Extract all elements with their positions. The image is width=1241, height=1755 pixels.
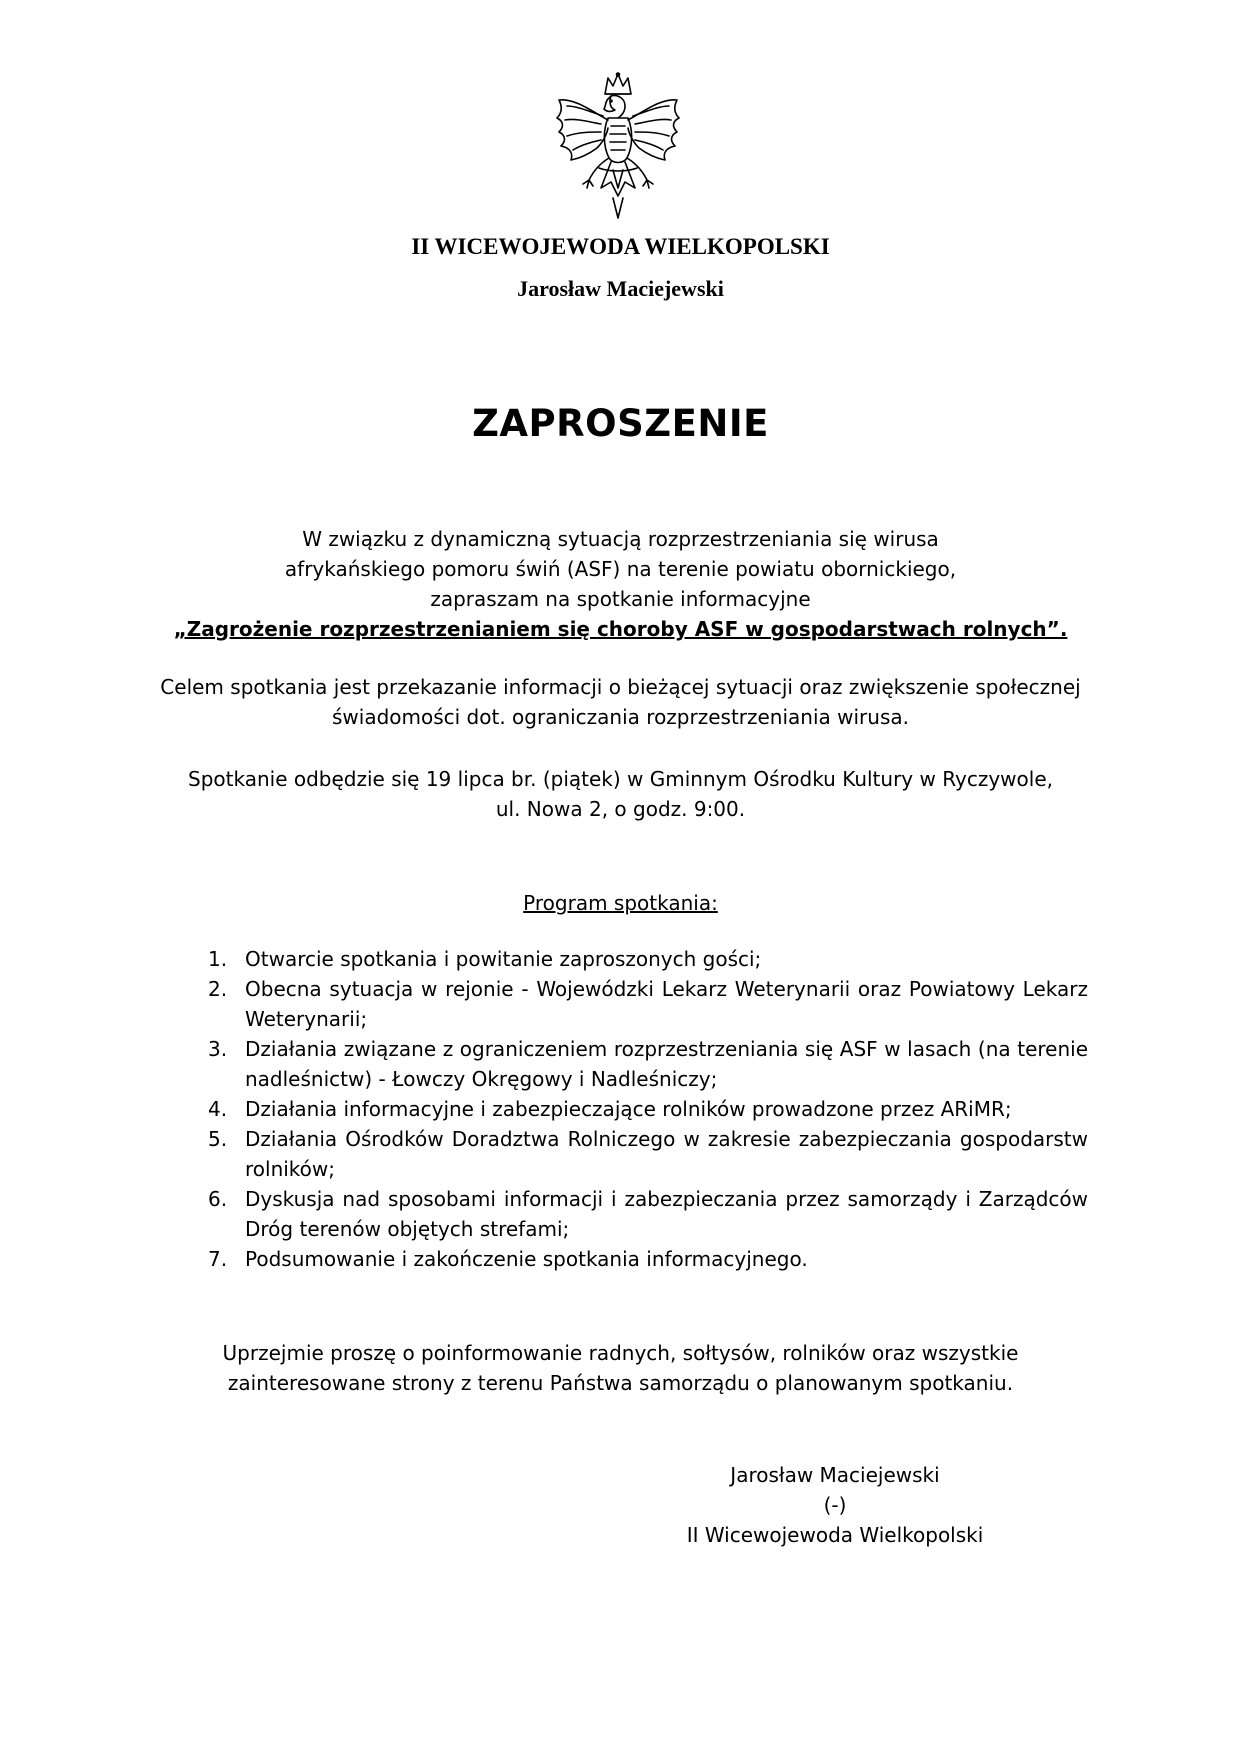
list-item-number: 3.	[208, 1037, 228, 1061]
signature-mark: (-)	[823, 1493, 847, 1517]
list-item	[208, 1094, 1088, 1124]
intro-paragraph	[120, 524, 1121, 644]
list-item-text: Podsumowanie i zakończenie spotkania informacyjnego.	[245, 1247, 808, 1271]
purpose-paragraph	[120, 672, 1121, 732]
signature-name: Jarosław Maciejewski	[730, 1463, 940, 1487]
list-item-number: 2.	[208, 977, 228, 1001]
list-item-text: Dyskusja nad sposobami informacji i zabezpieczania przez samorządy i Zarządców Dróg terenów objętych strefami;	[245, 1187, 1088, 1241]
list-item	[208, 1184, 1088, 1244]
closing-line: Uprzejmie proszę o poinformowanie radnych, sołtysów, rolników oraz wszystkie	[222, 1341, 1019, 1365]
program-list	[208, 944, 1088, 1274]
closing-line: zainteresowane strony z terenu Państwa samorządu o planowanym spotkaniu.	[227, 1371, 1014, 1395]
polish-eagle-emblem-icon	[553, 72, 683, 222]
official-name-heading: Jarosław Maciejewski	[517, 276, 724, 301]
purpose-line: Celem spotkania jest przekazanie informacji o bieżącej sytuacji oraz zwiększenie społecznej	[160, 675, 1081, 699]
program-heading: Program spotkania:	[523, 891, 718, 915]
intro-line: zapraszam na spotkanie informacyjne	[430, 587, 811, 611]
list-item	[208, 944, 1088, 974]
list-item-text: Działania związane z ograniczeniem rozprzestrzeniania się ASF w lasach (na terenie nadleśnictw) - Łowczy Okręgowy i Nadleśniczy;	[245, 1037, 1088, 1091]
signature-block	[650, 1460, 1020, 1550]
list-item	[208, 1034, 1088, 1094]
list-item-text: Otwarcie spotkania i powitanie zaproszonych gości;	[245, 947, 762, 971]
list-item	[208, 974, 1088, 1034]
list-item-text: Obecna sytuacja w rejonie - Wojewódzki Lekarz Weterynarii oraz Powiatowy Lekarz Weterynarii;	[245, 977, 1088, 1031]
office-heading: II WICEWOJEWODA WIELKOPOLSKI	[411, 234, 830, 259]
list-item-number: 1.	[208, 947, 228, 971]
venue-line: ul. Nowa 2, o godz. 9:00.	[495, 797, 746, 821]
list-item	[208, 1244, 1088, 1274]
list-item-number: 5.	[208, 1127, 228, 1151]
purpose-line: świadomości dot. ograniczania rozprzestrzeniania wirusa.	[331, 705, 909, 729]
intro-line: afrykańskiego pomoru świń (ASF) na terenie powiatu obornickiego,	[284, 557, 957, 581]
list-item-text: Działania Ośrodków Doradztwa Rolniczego w zakresie zabezpieczania gospodarstw rolników;	[245, 1127, 1088, 1181]
list-item-number: 6.	[208, 1187, 228, 1211]
event-name: „Zagrożenie rozprzestrzenianiem się choroby ASF w gospodarstwach rolnych”.	[173, 617, 1068, 641]
intro-line: W związku z dynamiczną sytuacją rozprzestrzeniania się wirusa	[302, 527, 939, 551]
list-item-number: 4.	[208, 1097, 228, 1121]
list-item-text: Działania informacyjne i zabezpieczające rolników prowadzone przez ARiMR;	[245, 1097, 1012, 1121]
venue-paragraph	[120, 764, 1121, 824]
signature-role: II Wicewojewoda Wielkopolski	[686, 1523, 984, 1547]
list-item-number: 7.	[208, 1247, 228, 1271]
venue-line: Spotkanie odbędzie się 19 lipca br. (piątek) w Gminnym Ośrodku Kultury w Ryczywole,	[188, 767, 1053, 791]
document-title: ZAPROSZENIE	[472, 402, 769, 445]
list-item	[208, 1124, 1088, 1184]
closing-paragraph	[120, 1338, 1121, 1398]
